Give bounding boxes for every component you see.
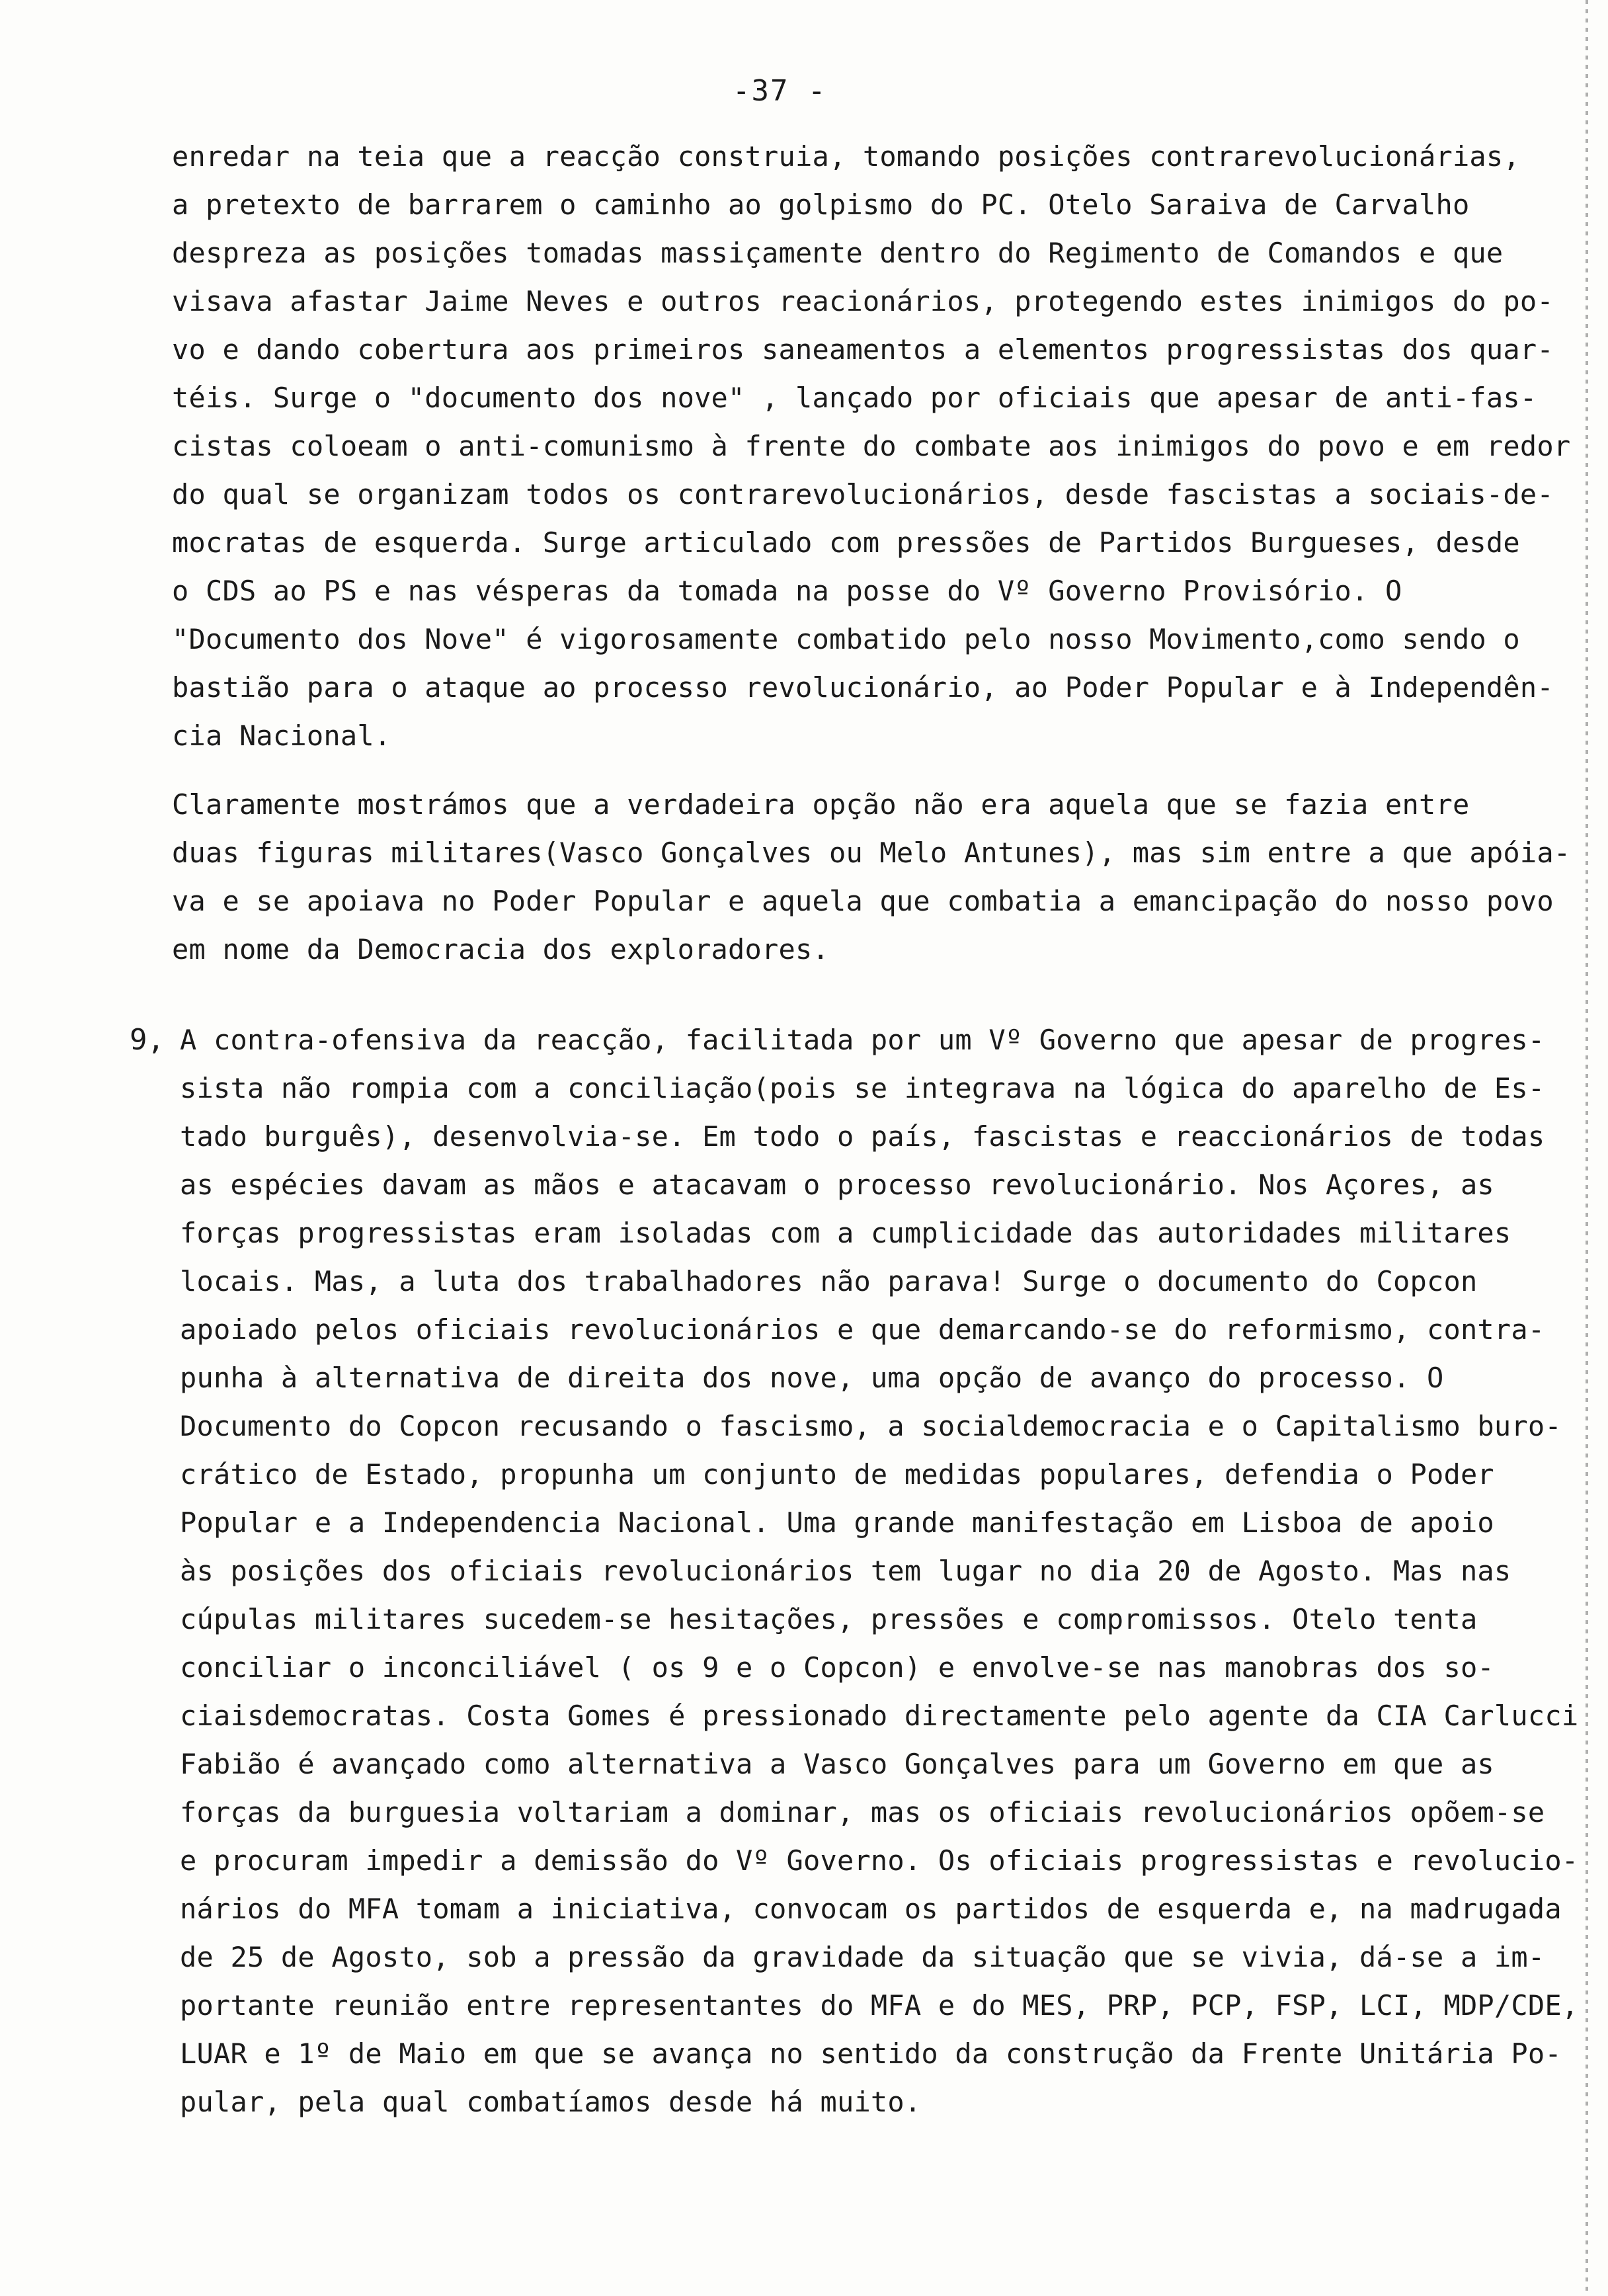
text-line: duas figuras militares(Vasco Gonçalves ou Melo Antunes), mas sim entre a que apóia-: [172, 837, 1571, 869]
text-line: portante reunião entre representantes do MFA e do MES, PRP, PCP, FSP, LCI, MDP/CDE,: [180, 1989, 1579, 2022]
text-line: locais. Mas, a luta dos trabalhadores não parava! Surge o documento do Copcon: [180, 1265, 1478, 1297]
text-line: téis. Surge o "documento dos nove" , lançado por oficiais que apesar de anti-fas-: [172, 382, 1537, 414]
text-line: tado burguês), desenvolvia-se. Em todo o país, fascistas e reaccionários de todas: [180, 1120, 1545, 1153]
paragraph-2: [172, 780, 1574, 973]
text-line: cistas coloeam o anti-comunismo à frente do combate aos inimigos do povo e em redor: [172, 430, 1571, 462]
text-line: bastião para o ataque ao processo revolucionário, ao Poder Popular e à Independên-: [172, 671, 1554, 704]
text-line: apoiado pelos oficiais revolucionários e que demarcando-se do reformismo, contra-: [180, 1313, 1545, 1346]
text-line: cia Nacional.: [172, 719, 391, 752]
text-line: forças progressistas eram isoladas com a cumplicidade das autoridades militares: [180, 1217, 1511, 1249]
text-line: vo e dando cobertura aos primeiros saneamentos a elementos progressistas dos quar-: [172, 333, 1554, 366]
text-line: Fabião é avançado como alternativa a Vasco Gonçalves para um Governo em que as: [180, 1748, 1494, 1780]
text-line: forças da burguesia voltariam a dominar, mas os oficiais revolucionários opõem-se: [180, 1796, 1545, 1828]
text-line: A contra-ofensiva da reacção, facilitada por um Vº Governo que apesar de progres-: [180, 1024, 1545, 1056]
text-line: ciaisdemocratas. Costa Gomes é pressionado directamente pelo agente da CIA Carlucci: [180, 1700, 1579, 1732]
scan-edge-divider: [1586, 0, 1588, 2296]
text-line: va e se apoiava no Poder Popular e aquela que combatia a emancipação do nosso povo: [172, 885, 1554, 917]
text-line: cúpulas militares sucedem-se hesitações, pressões e compromissos. Otelo tenta: [180, 1603, 1478, 1635]
page-number: -37 -: [733, 74, 827, 108]
text-line: sista não rompia com a conciliação(pois se integrava na lógica do aparelho de Es-: [180, 1072, 1545, 1104]
text-line: as espécies davam as mãos e atacavam o processo revolucionário. Nos Açores, as: [180, 1168, 1494, 1201]
text-line: às posições dos oficiais revolucionários tem lugar no dia 20 de Agosto. Mas nas: [180, 1555, 1511, 1587]
item-number: 9,: [130, 1023, 165, 1057]
text-line: de 25 de Agosto, sob a pressão da gravidade da situação que se vivia, dá-se a im-: [180, 1941, 1545, 1973]
text-line: Documento do Copcon recusando o fascismo, a socialdemocracia e o Capitalismo buro-: [180, 1410, 1562, 1442]
text-line: "Documento dos Nove" é vigorosamente combatido pelo nosso Movimento,como sendo o: [172, 623, 1520, 655]
text-line: Claramente mostrámos que a verdadeira opção não era aquela que se fazia entre: [172, 788, 1470, 821]
text-line: enredar na teia que a reacção construia, tomando posições contrarevolucionárias,: [172, 140, 1520, 173]
text-line: visava afastar Jaime Neves e outros reacionários, protegendo estes inimigos do po-: [172, 285, 1554, 317]
text-line: conciliar o inconciliável ( os 9 e o Copcon) e envolve-se nas manobras dos so-: [180, 1651, 1494, 1684]
text-line: Popular e a Independencia Nacional. Uma grande manifestação em Lisboa de apoio: [180, 1506, 1494, 1539]
text-line: mocratas de esquerda. Surge articulado com pressões de Partidos Burgueses, desde: [172, 526, 1520, 559]
text-line: em nome da Democracia dos exploradores.: [172, 933, 829, 965]
text-line: despreza as posições tomadas massiçamente dentro do Regimento de Comandos e que: [172, 237, 1504, 269]
text-line: punha à alternativa de direita dos nove, uma opção de avanço do processo. O: [180, 1362, 1444, 1394]
text-line: crático de Estado, propunha um conjunto de medidas populares, defendia o Poder: [180, 1458, 1494, 1491]
text-line: o CDS ao PS e nas vésperas da tomada na posse do Vº Governo Provisório. O: [172, 575, 1402, 607]
item-9-paragraph: [180, 1016, 1582, 2126]
text-line: e procuram impedir a demissão do Vº Governo. Os oficiais progressistas e revolucio-: [180, 1844, 1579, 1877]
text-line: a pretexto de barrarem o caminho ao golpismo do PC. Otelo Saraiva de Carvalho: [172, 188, 1470, 221]
text-line: LUAR e 1º de Maio em que se avança no sentido da construção da Frente Unitária Po-: [180, 2037, 1562, 2070]
text-line: do qual se organizam todos os contrarevolucionários, desde fascistas a sociais-de-: [172, 478, 1554, 511]
paragraph-1: [172, 132, 1574, 760]
text-line: pular, pela qual combatíamos desde há muito.: [180, 2086, 922, 2118]
text-line: nários do MFA tomam a iniciativa, convocam os partidos de esquerda e, na madrugada: [180, 1893, 1562, 1925]
